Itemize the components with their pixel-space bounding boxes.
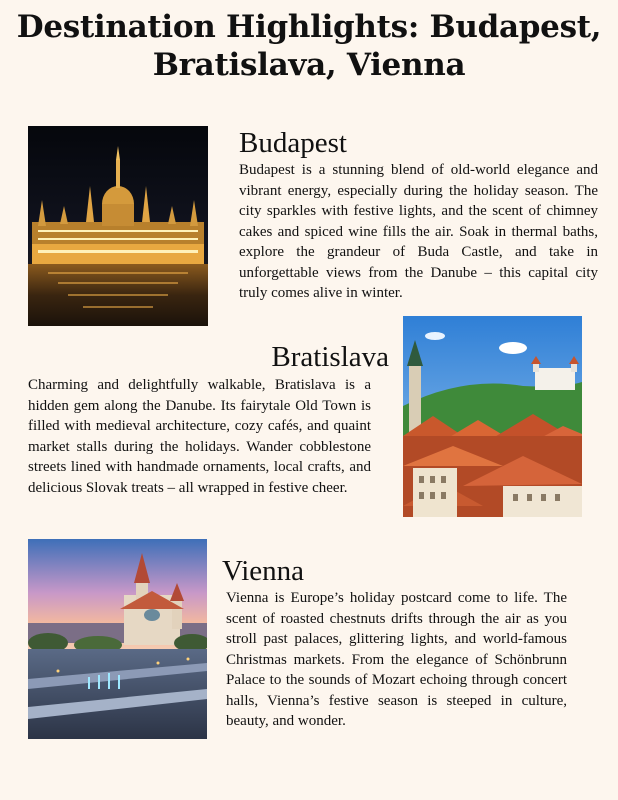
bratislava-heading: Bratislava	[271, 341, 389, 373]
vienna-description: Vienna is Europe’s holiday postcard come to life. The scent of roasted chestnuts drifts through the air as you stroll past palaces, glittering lights, and world-famous Christmas markets. From the elegance of Schönbrunn Palace to the sounds of Mozart echoing through concert halls, Vienna’s festive season is steeped in culture, beauty, and wonder.	[226, 590, 567, 729]
budapest-heading: Budapest	[239, 127, 347, 159]
vienna-church-sunset-photo	[28, 539, 207, 739]
budapest-description: Budapest is a stunning blend of old-world elegance and vibrant energy, especially during the holiday season. The city sparkles with festive lights, and the scent of chimney cakes and spiced wine fills the air. Soak in thermal baths, explore the grandeur of Buda Castle, and take in unforgettable views from the Danube – this capital city truly comes alive in winter.	[239, 162, 598, 301]
budapest-parliament-night-photo	[28, 126, 208, 326]
bratislava-description: Charming and delightfully walkable, Bratislava is a hidden gem along the Danube. Its fairytale Old Town is filled with medieval architecture, cozy cafés, and quaint market stalls during the holidays. Wander cobblestone streets lined with handmade ornaments, local crafts, and delicious Slovak treats – all wrapped in festive cheer.	[28, 377, 371, 496]
page-title: Destination Highlights: Budapest, Bratislava, Vienna	[16, 9, 602, 83]
vienna-heading: Vienna	[222, 555, 305, 587]
bratislava-old-town-rooftops-photo	[403, 316, 582, 517]
